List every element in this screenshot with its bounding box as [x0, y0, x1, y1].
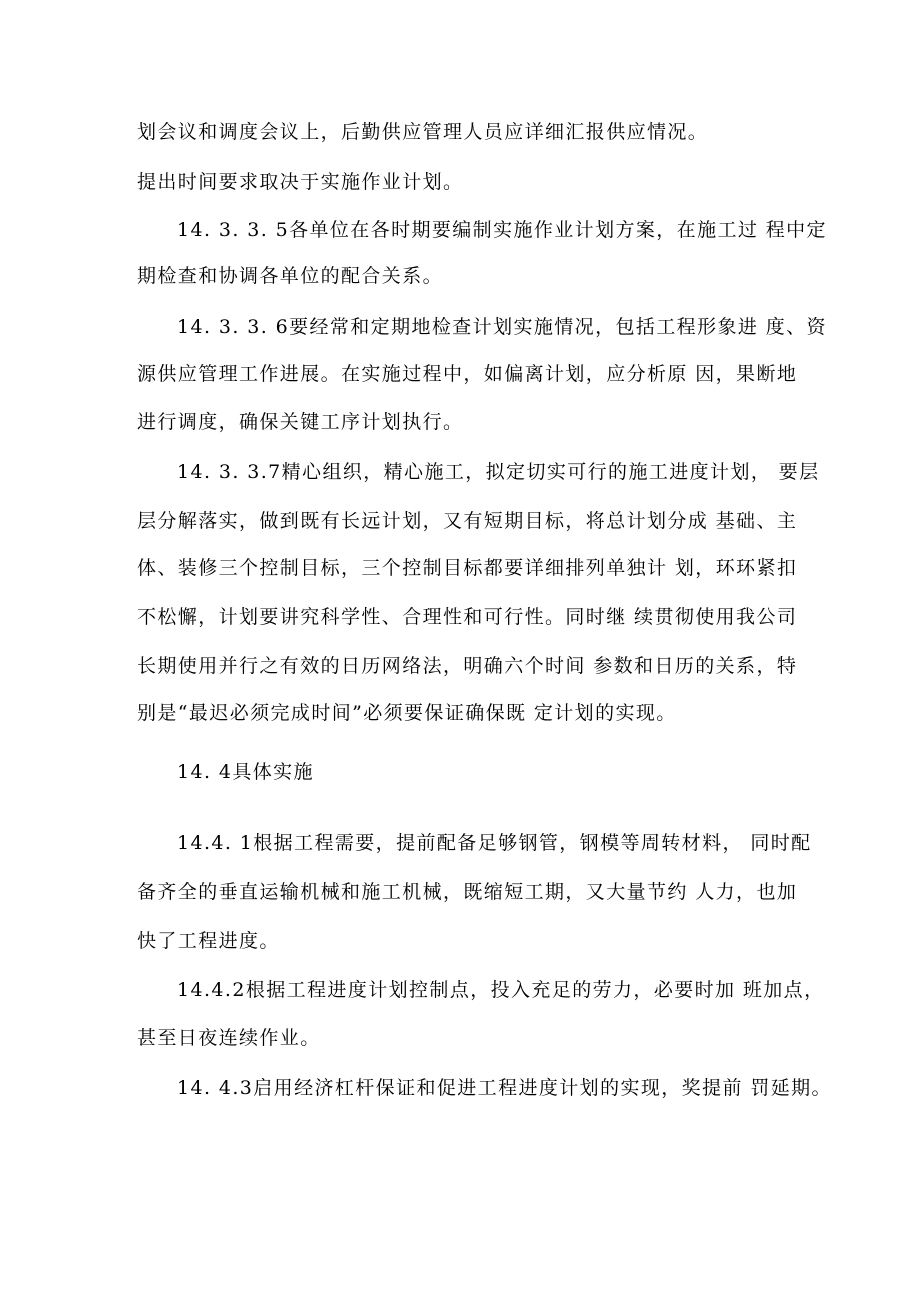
text-line: 源供应管理工作进展。在实施过程中，如偏离计划，应分析原 因，果断地 — [137, 363, 798, 385]
paragraph-14-4-2: 14.4.2根据工程进度计划控制点，投入充足的劳力，必要时加 班加点， — [177, 979, 825, 1001]
text-line: 体、装修三个控制目标，三个控制目标都要详细排列单独计 划，环环紧扣 — [137, 557, 798, 579]
paragraph-14-4-3: 14. 4.3启用经济杠杆保证和促进工程进度计划的实现，奖提前 罚延期。 — [177, 1077, 832, 1099]
text-line: 甚至日夜连续作业。 — [137, 1027, 321, 1049]
text-line: 长期使用并行之有效的日历网络法，明确六个时间 参数和日历的关系，特 — [137, 655, 798, 677]
text-line: 别是“最迟必须完成时间”必须要保证确保既 定计划的实现。 — [137, 702, 677, 724]
text-line: 进行调度，确保关键工序计划执行。 — [137, 411, 464, 433]
text-line: 层分解落实，做到既有长远计划，又有短期目标，将总计划分成 基础、主 — [137, 510, 798, 532]
text-line: 备齐全的垂直运输机械和施工机械，既缩短工期，又大量节约 人力，也加 — [137, 881, 798, 903]
text-line: 提出时间要求取决于实施作业计划。 — [137, 171, 464, 193]
text-line: 不松懈，计划要讲究科学性、合理性和可行性。同时继 续贯彻使用我公司 — [137, 606, 798, 628]
text-line: 期检查和协调各单位的配合关系。 — [137, 265, 444, 287]
paragraph-14-3-3-6: 14. 3. 3. 6要经常和定期地检查计划实施情况，包括工程形象进 度、资 — [177, 316, 827, 338]
paragraph-14-4-1: 14.4. 1根据工程需要，提前配备足够钢管，钢模等周转材料， 同时配 — [177, 832, 812, 854]
section-heading-14-4: 14. 4具体实施 — [177, 761, 314, 783]
paragraph-14-3-3-7: 14. 3. 3.7精心组织，精心施工，拟定切实可行的施工进度计划， 要层 — [177, 461, 820, 483]
text-line: 快了工程进度。 — [137, 930, 280, 952]
text-line: 划会议和调度会议上，后勤供应管理人员应详细汇报供应情况。 — [137, 121, 709, 143]
paragraph-14-3-3-5: 14. 3. 3. 5各单位在各时期要编制实施作业计划方案，在施工过 程中定 — [177, 219, 827, 241]
